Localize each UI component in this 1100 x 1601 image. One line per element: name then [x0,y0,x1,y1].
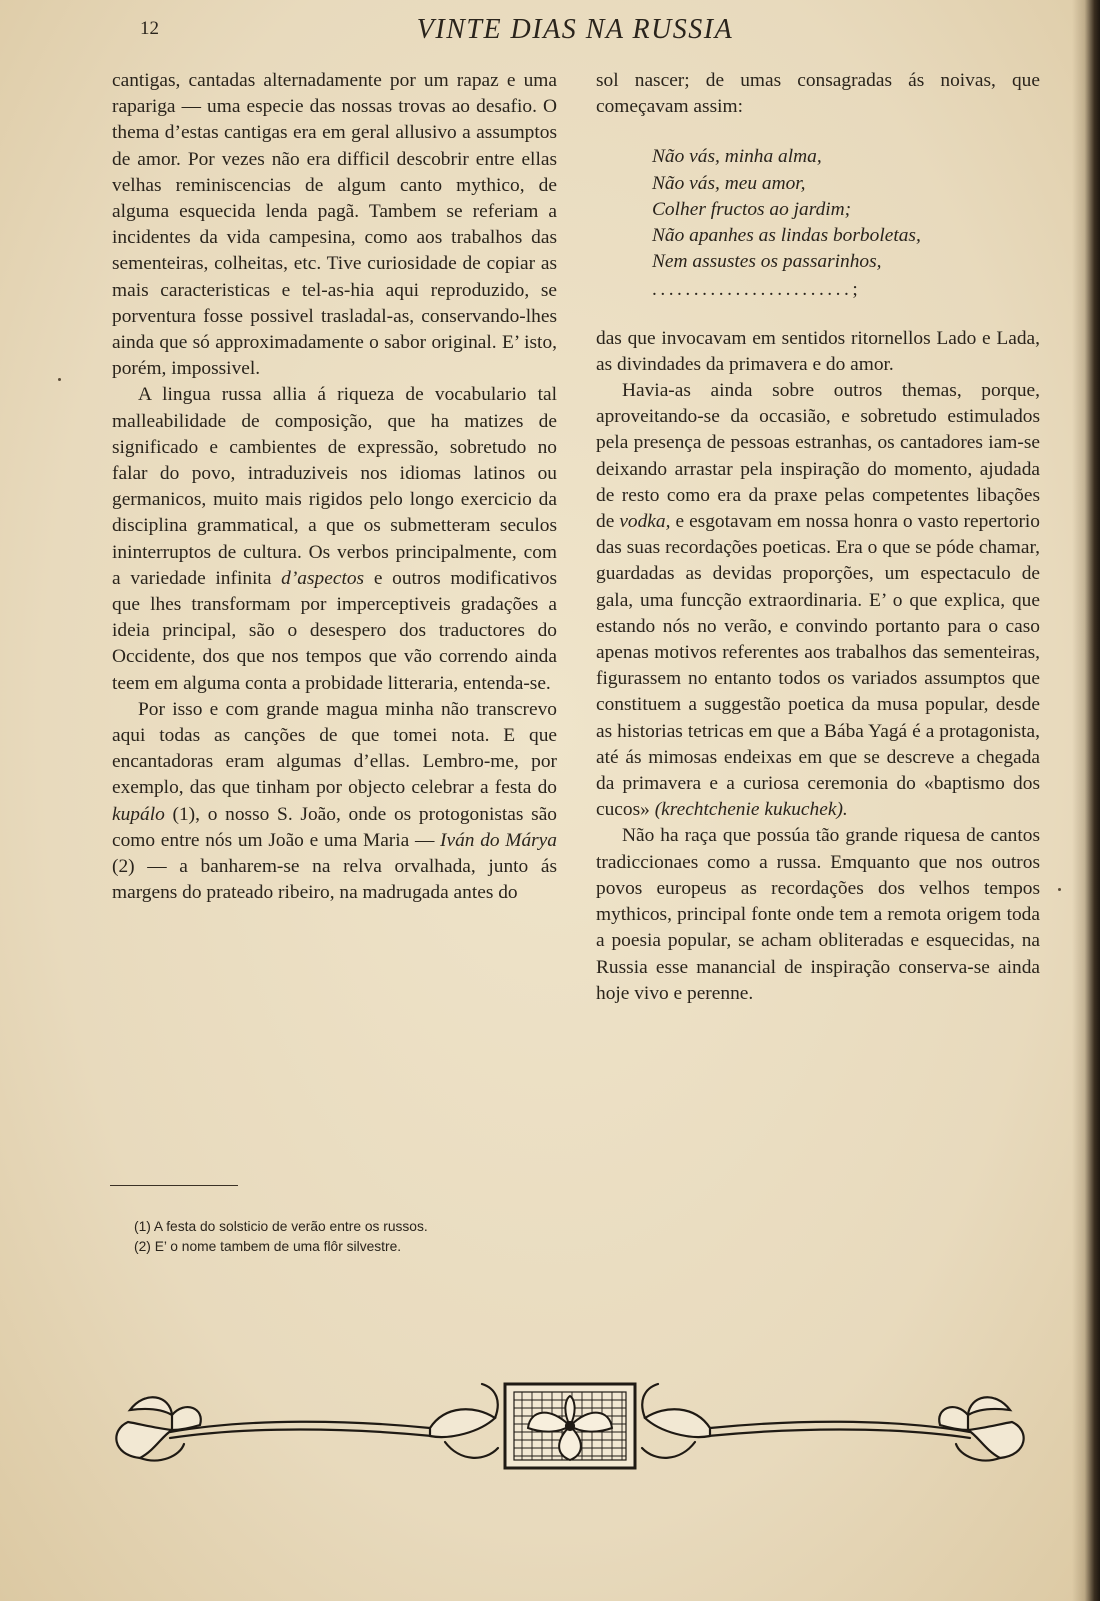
floral-ornament-icon [100,1370,1040,1480]
paragraph: cantigas, cantadas alternadamente por um rapaz e uma rapariga — uma especie das nossas trovas ao desafio. O thema d’estas cantigas era em geral allusivo a assumptos de amor. Por vezes não era difficil descobrir entre ellas velhas reminiscencias de algum canto mythico, de alguma esquecida lenda pagã. Tambem se referiam a incidentes da vida campesina, como aos trabalhos das sementeiras, colheitas, etc. Tive curiosidade de copiar as mais caracteristicas e tel-as-hia aqui reproduzido, se porventura fosse possivel trasladal-as, conservando-lhes ainda que só approximadamente o sabor original. E’ isto, porém, impossivel. [112,70,557,380]
italic-term: (krechtchenie kukuchek). [654,799,848,821]
poem-line: Não vás, minha alma, [652,146,822,168]
paragraph: Por isso e com grande magua minha não transcrevo aqui todas as canções de que tomei nota. E que encantadoras eram algumas d’ellas. Lembro-me, por exemplo, das que tinham por objecto celebrar a festa do kupálo (1), o nosso S. João, onde os protogonistas são como entre nós um João e uma Maria — Iván do Márya (2) — a banharem-se na relva orvalhada, junto ás margens do prateado ribeiro, na madrugada antes do [112,698,557,904]
paragraph: Não ha raça que possúa tão grande riquesa de cantos tradiccionaes como a russa. Emquanto que nos outros povos europeus as recordações dos velhos tempos mythicos, principal fonte onde tem a remota origem toda a poesia popular, se acham obliteradas e esquecidas, na Russia esse manancial de inspiração conserva-se ainda hoje vivo e perenne. [596,825,1040,1004]
footnote-ref: (1) [164,803,196,825]
poem-line: Nem assustes os passarinhos, [652,251,882,273]
italic-term: d’aspectos [281,567,365,589]
footnote-divider [110,1185,238,1186]
paragraph: A lingua russa allia á riqueza de vocabulario tal malleabilidade de composição, que ha matizes de significado e cambientes de expressão, sobretudo no falar do povo, intraduziveis nos idiomas latinos ou germanicos, muito mais rigidos pelo longo exercicio da disciplina grammatical, a que os submetteram seculos ininterruptos de cultura. Os verbos principalmente, com a variedade infinita d’aspectos e outros modificativos que lhes transformam por imperceptiveis gradações a ideia principal, são o desespero dos traductores do Occidente, dos que nos tempos que vão correndo ainda teem em alguma conta a probidade litteraria, entenda-se. [112,384,557,694]
poem-line: Não vás, meu amor, [652,172,806,194]
italic-term: vodka, [619,511,671,533]
footnote: (1) A festa do solsticio de verão entre os russos. [134,1219,428,1234]
paragraph: sol nascer; de umas consagradas ás noivas, que começavam assim: [596,70,1040,118]
poem-quote [652,144,1040,303]
poem-line: Colher fructos ao jardim; [652,198,852,220]
paper-speck [58,378,61,381]
page-header [110,12,1040,48]
left-column [112,68,557,907]
paragraph: Havia-as ainda sobre outros themas, porque, aproveitando-se da occasião, e sobretudo estimulados pela presença de pessoas estranhas, os cantadores iam-se deixando arrastar pela inspiração do momento, ajudada de resto como era da praxe pelas competentes libações de vodka, e esgotavam em nossa honra o vasto repertorio das suas recordações poeticas. Era o que se póde chamar, guardadas as devidas proporções, um espectaculo de gala, uma funcção extraordinaria. E’ o que explica, que estando nós no verão, e convindo portanto para o caso apenas motivos referentes aos trabalhos das sementeiras, figurassem no entanto todos os variados assumptos que constituem a suggestão poetica da musa popular, desde as historias tetricas em que a Bába Yagá é a protagonista, até ás mimosas endeixas em que se descreve a chegada da primavera e a curiosa ceremonia do «baptismo dos cucos» (krechtchenie kukuchek). [596,380,1040,821]
italic-term: kupálo [112,803,165,825]
running-title: VINTE DIAS NA RUSSIA [416,14,734,45]
footnote: (2) E’ o nome tambem de uma flôr silvestre. [134,1239,402,1254]
paper-speck [1058,888,1061,891]
page-edge-shadow [1072,0,1100,1601]
page-number: 12 [140,18,159,39]
italic-term: Iván do Márya [440,829,557,851]
poem-ellipsis: ........................; [652,279,862,301]
right-column [596,68,1040,1007]
paragraph: das que invocavam em sentidos ritornellos Lado e Lada, as divindades da primavera e do amor. [596,327,1040,375]
poem-line: Não apanhes as lindas borboletas, [652,225,921,247]
footnotes [134,1217,574,1257]
footnote-ref: (2) [112,856,135,878]
